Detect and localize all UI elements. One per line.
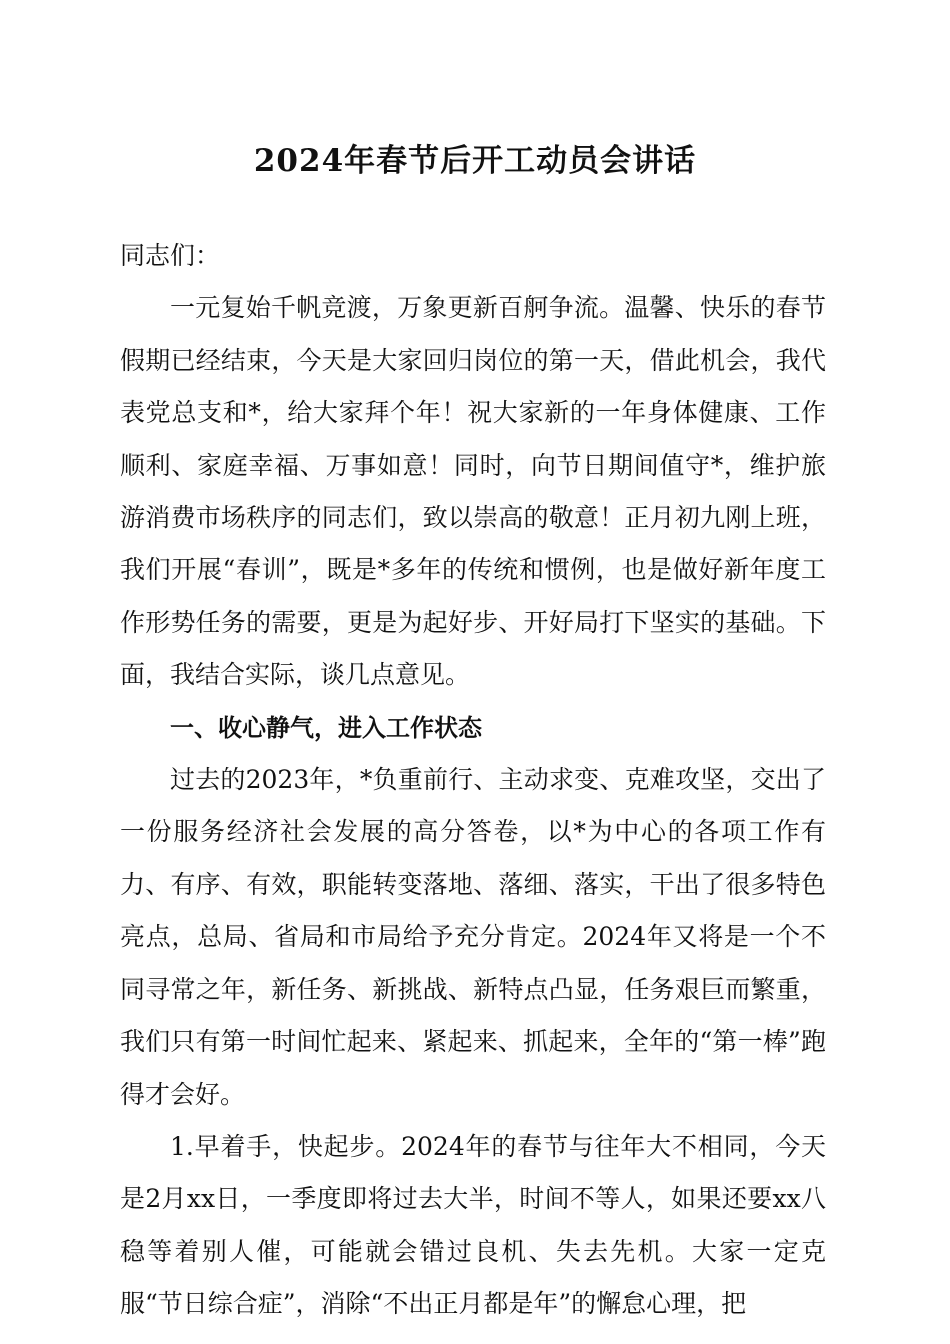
document-title: 2024年春节后开工动员会讲话 [253, 143, 697, 179]
section-paragraph: 过去的2023年，*负重前行、主动求变、克难攻坚，交出了一份服务经济社会发展的高分答卷，以*为中心的各项工作有力、有序、有效，职能转变落地、落细、落实，干出了很多特色亮点，总局、省局和市局给予充分肯定。2024年又将是一个不同寻常之年，新任务、新挑战、新特点凸显，任务艰巨而繁重，我们只有第一时间忙起来、紧起来、抓起来，全年的“第一棒”跑得才会好。 [120, 765, 826, 1109]
intro-paragraph: 一元复始千帆竞渡，万象更新百舸争流。温馨、快乐的春节假期已经结束，今天是大家回归岗位的第一天，借此机会，我代表党总支和*，给大家拜个年！祝大家新的一年身体健康、工作顺利、家庭幸福、万事如意！同时，向节日期间值守*，维护旅游消费市场秩序的同志们，致以崇高的敬意！正月初九刚上班，我们开展“春训”，既是*多年的传统和惯例，也是做好新年度工作形势任务的需要，更是为起好步、开好局打下坚实的基础。下面，我结合实际，谈几点意见。 [120, 293, 826, 690]
section-heading: 一、收心静气，进入工作状态 [170, 713, 482, 742]
document-body [120, 230, 826, 1331]
salutation: 同志们： [120, 241, 221, 270]
numbered-paragraph: 1.早着手，快起步。2024年的春节与往年大不相同，今天是2月xx日，一季度即将过去大半，时间不等人，如果还要xx八稳等着别人催，可能就会错过良机、失去先机。大家一定克服“节日综合症”，消除“不出正月都是年”的懈怠心理，把 [120, 1131, 826, 1319]
